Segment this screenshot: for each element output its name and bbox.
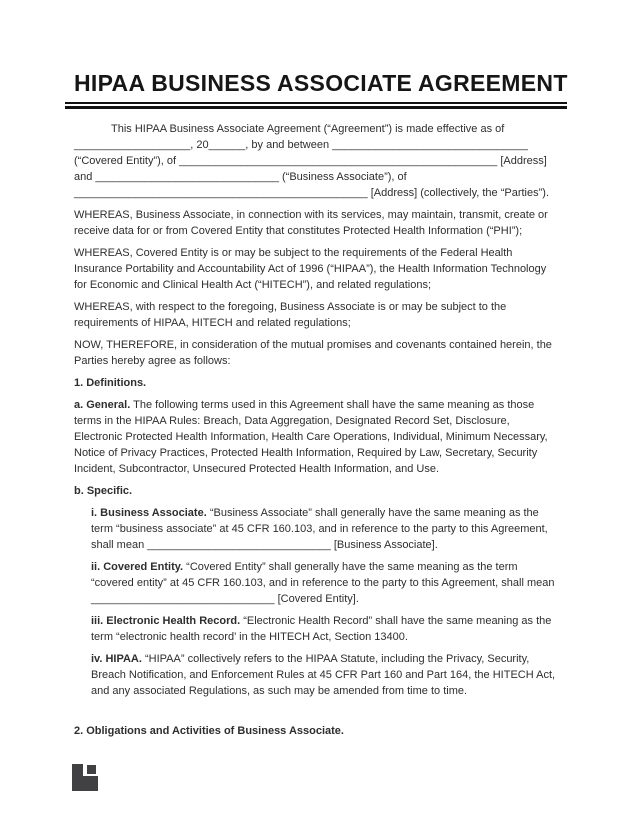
definition-item-label: iv. HIPAA. — [91, 653, 142, 665]
definition-item-text: “HIPAA” collectively refers to the HIPAA Statute, including the Privacy, Security, Breach Notification, and Enforcement Rules at 45 CFR Part 160 and Part 164, the HITECH Act, and any associated Regulations, as such may be amended from time to time. — [91, 653, 556, 697]
clause-general-label: a. General. — [74, 399, 131, 411]
document-title: HIPAA BUSINESS ASSOCIATE AGREEMENT — [74, 70, 568, 96]
clause-general — [74, 397, 558, 477]
definition-item-covered-entity — [91, 559, 558, 607]
legal-templates-logo-icon — [72, 764, 98, 791]
whereas-clause-3: WHEREAS, with respect to the foregoing, Business Associate is or may be subject to the requirements of HIPAA, HITECH and related regulations; — [74, 301, 507, 329]
definition-item-electronic-health-record — [91, 613, 558, 645]
section-heading-definitions: 1. Definitions. — [74, 377, 147, 389]
definition-item-label: i. Business Associate. — [91, 507, 207, 519]
title-rule-thick-line — [65, 106, 567, 109]
now-therefore-clause: NOW, THEREFORE, in consideration of the mutual promises and covenants contained herein, the Parties hereby agree as follows: — [74, 339, 552, 367]
definition-item-text: “Covered Entity” shall generally have the same meaning as the term “covered entity” at 45 CFR 160.103, and in reference to the party to this Agreement, shall mean ______________________________ [Covered Entity]. — [91, 561, 555, 605]
intro-paragraph: This HIPAA Business Associate Agreement (“Agreement”) is made effective as of ___________________, 20______, by and between ________________________________ (“Covered Entity”), of ____________________________________________________ [Address] and ______________________________ (“Business Associate”), of ________________________________________________ [Address] (collectively, the “Parties”). — [74, 123, 549, 199]
definition-item-hipaa — [91, 651, 558, 699]
definition-item-text: “Business Associate” shall generally have the same meaning as the term “business associate” at 45 CFR 160.103, and in reference to the party to this Agreement, shall mean ______________________________ [Business Associate]. — [91, 507, 548, 551]
clause-specific-label: b. Specific. — [74, 485, 133, 497]
definition-item-label: ii. Covered Entity. — [91, 561, 184, 573]
title-rule — [65, 102, 567, 109]
whereas-clause-2: WHEREAS, Covered Entity is or may be subject to the requirements of the Federal Health Insurance Portability and Accountability Act of 1996 (“HIPAA”), the Health Information Technology for Economic and Clinical Health Act (“HITECH”), and related regulations; — [74, 247, 547, 291]
definition-item-text: “Electronic Health Record” shall have the same meaning as the term “electronic health record’ in the HITECH Act, Section 13400. — [91, 615, 552, 643]
whereas-clause-1: WHEREAS, Business Associate, in connection with its services, may maintain, transmit, create or receive data for or from Covered Entity that constitutes Protected Health Information (“PHI”); — [74, 209, 548, 237]
clause-general-text: The following terms used in this Agreement shall have the same meaning as those terms in the HIPAA Rules: Breach, Data Aggregation, Designated Record Set, Disclosure, Electronic Protected Health Information, Health Care Operations, Individual, Minimum Necessary, Notice of Privacy Practices, Protected Health Information, Required by Law, Secretary, Security Incident, Subcontractor, Unsecured Protected Health Information, and Use. — [74, 399, 548, 475]
section-heading-obligations: 2. Obligations and Activities of Business Associate. — [74, 725, 344, 737]
definition-item-label: iii. Electronic Health Record. — [91, 615, 241, 627]
definition-item-business-associate — [91, 505, 558, 553]
